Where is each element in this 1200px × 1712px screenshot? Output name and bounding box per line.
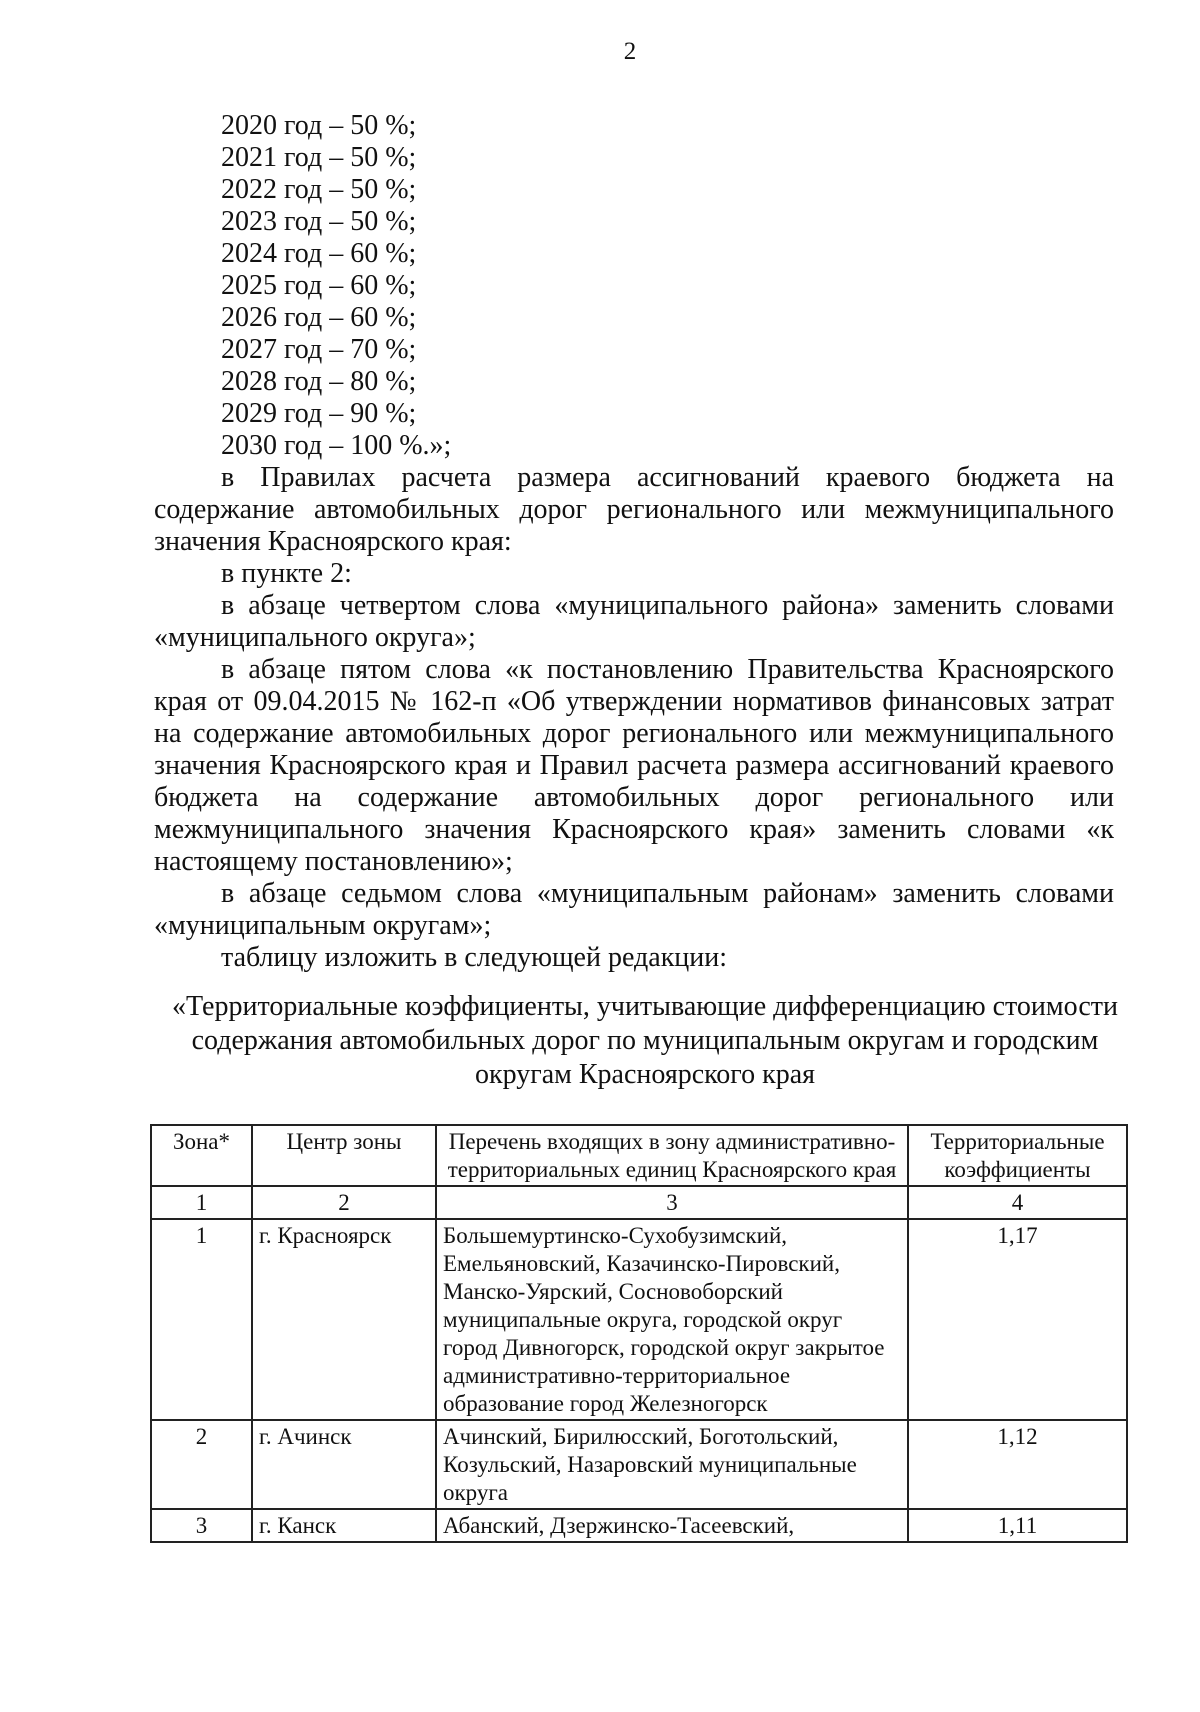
year-line: 2027 год – 70 %; <box>221 334 417 365</box>
table-row <box>151 1420 1127 1509</box>
document-body <box>154 110 1114 974</box>
header-units: Перечень входящих в зону административно-территориальных единиц Красноярского края <box>436 1125 908 1186</box>
year-line: 2028 год – 80 %; <box>221 366 417 397</box>
cell-units: Абанский, Дзержинско-Тасеевский, <box>436 1509 908 1542</box>
cell-center: г. Красноярск <box>252 1219 436 1420</box>
year-line: 2023 год – 50 %; <box>221 206 417 237</box>
year-line: 2020 год – 50 %; <box>221 110 417 141</box>
paragraph-table-intro: таблицу изложить в следующей редакции: <box>221 942 728 973</box>
cell-center: г. Ачинск <box>252 1420 436 1509</box>
paragraph-point-2: в пункте 2: <box>221 558 352 589</box>
header-center: Центр зоны <box>252 1125 436 1186</box>
paragraph-abzac-4: в абзаце четвертом слова «муниципального района» заменить словами «муниципального округа»; <box>154 590 1114 653</box>
table-column-number-row <box>151 1186 1127 1219</box>
year-line: 2021 год – 50 %; <box>221 142 417 173</box>
cell-units: Большемуртинско-Сухобузимский, Емельяновский, Казачинско-Пировский, Манско-Уярский, Сосновоборский муниципальные округа, городской округ город Дивногорск, городской округ закрытое административно-территориальное образование город Железногорск <box>436 1219 908 1420</box>
cell-coef: 1,17 <box>908 1219 1127 1420</box>
year-line: 2030 год – 100 %.»; <box>221 430 452 461</box>
paragraph-abzac-5: в абзаце пятом слова «к постановлению Правительства Красноярского края от 09.04.2015 № 162-п «Об утверждении нормативов финансовых затрат на содержание автомобильных дорог регионального или межмуниципального значения Красноярского края и Правил расчета размера ассигнований краевого бюджета на содержание автомобильных дорог регионального или межмуниципального значения Красноярского края» заменить словами «к настоящему постановлению»; <box>154 654 1114 877</box>
cell-coef: 1,11 <box>908 1509 1127 1542</box>
cell-coef: 1,12 <box>908 1420 1127 1509</box>
column-number: 2 <box>252 1186 436 1219</box>
column-number: 1 <box>151 1186 252 1219</box>
table-row <box>151 1219 1127 1420</box>
zones-table <box>150 1124 1128 1543</box>
column-number: 3 <box>436 1186 908 1219</box>
year-list <box>154 110 1114 462</box>
header-zone: Зона* <box>151 1125 252 1186</box>
paragraph-rules: в Правилах расчета размера ассигнований краевого бюджета на содержание автомобильных дорог регионального или межмуниципального значения Красноярского края: <box>154 462 1114 557</box>
year-line: 2026 год – 60 %; <box>221 302 417 333</box>
header-coef: Территориальные коэффициенты <box>908 1125 1127 1186</box>
table-title: «Территориальные коэффициенты, учитывающие дифференциацию стоимости содержания автомобильных дорог по муниципальным округам и городским округам Красноярского края <box>172 991 1118 1090</box>
cell-center: г. Канск <box>252 1509 436 1542</box>
year-line: 2022 год – 50 %; <box>221 174 417 205</box>
column-number: 4 <box>908 1186 1127 1219</box>
year-line: 2024 год – 60 %; <box>221 238 417 269</box>
cell-units: Ачинский, Бирилюсский, Боготольский, Козульский, Назаровский муниципальные округа <box>436 1420 908 1509</box>
table-header-row <box>151 1125 1127 1186</box>
cell-zone: 3 <box>151 1509 252 1542</box>
paragraph-abzac-7: в абзаце седьмом слова «муниципальным районам» заменить словами «муниципальным округам»; <box>154 878 1114 941</box>
year-line: 2029 год – 90 %; <box>221 398 417 429</box>
page-number: 2 <box>623 38 637 65</box>
table-row <box>151 1509 1127 1542</box>
year-line: 2025 год – 60 %; <box>221 270 417 301</box>
cell-zone: 1 <box>151 1219 252 1420</box>
cell-zone: 2 <box>151 1420 252 1509</box>
